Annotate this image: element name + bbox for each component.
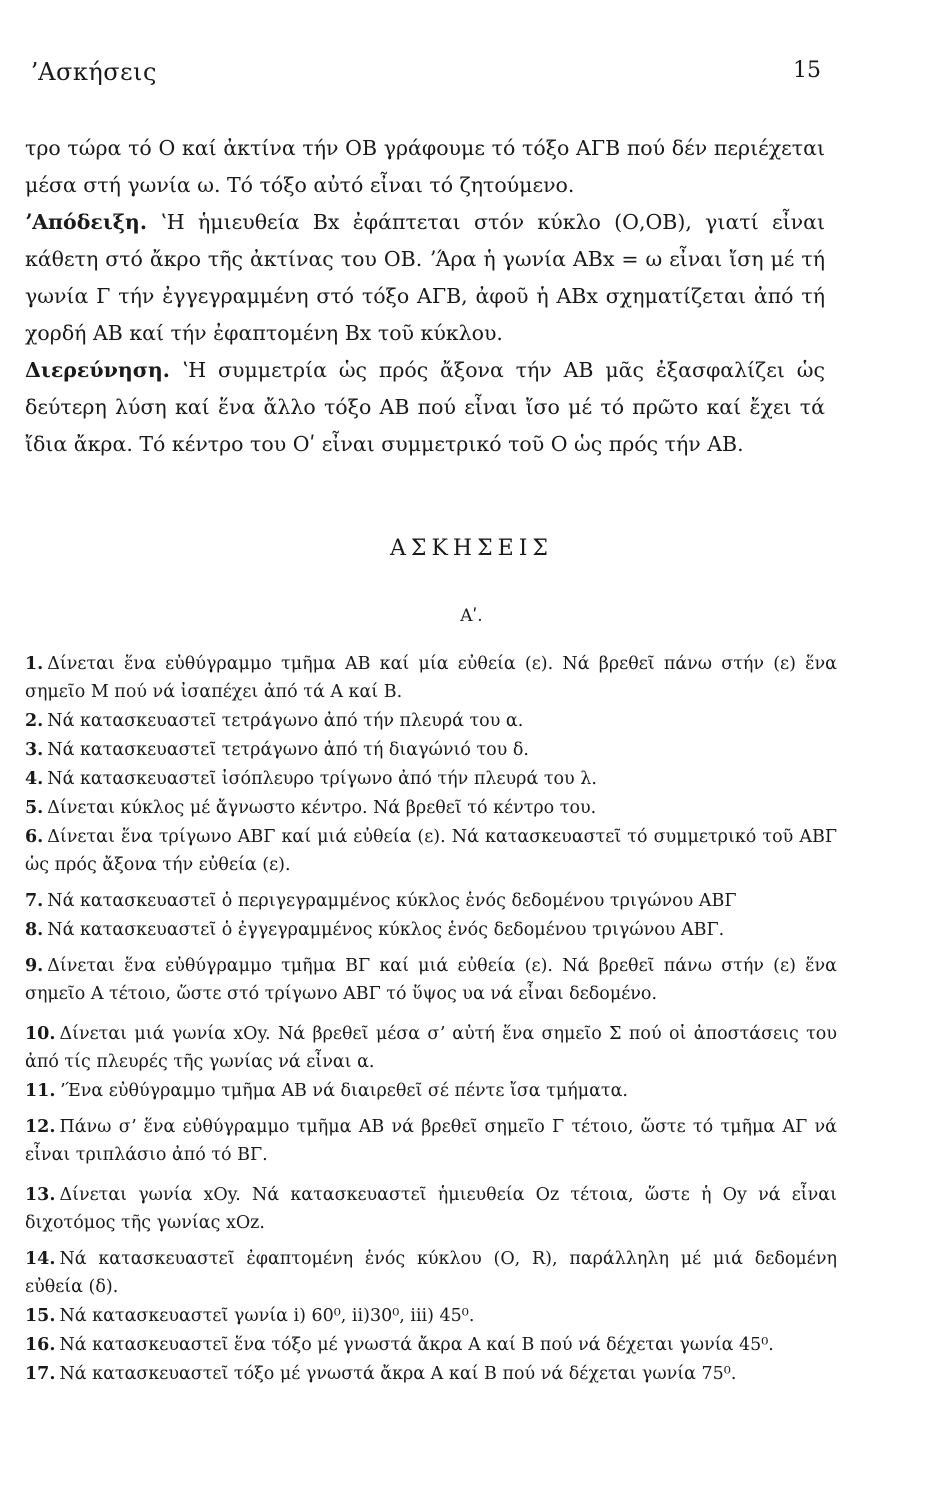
exercise-item	[25, 650, 837, 706]
exercise-number: 1.	[25, 654, 44, 674]
exercise-item	[25, 916, 837, 944]
exercise-list	[25, 650, 837, 1388]
exercise-text: Δίνεται ἕνα εὐθύγραμμο τμῆμα ΒΓ καί μιά εὐθεία (ε). Νά βρεθεῖ πάνω στήν (ε) ἕνα σημεῖο Α τέτοιο, ὥστε στό τρίγωνο ΑΒΓ τό ὕψος υα νά εἶναι δεδομένο.	[25, 956, 837, 1004]
exercise-number: 16.	[25, 1335, 56, 1355]
exercise-text: Νά κατασκευαστεῖ τετράγωνο ἀπό τήν πλευρά του α.	[47, 711, 524, 731]
exercise-text: Νά κατασκευαστεῖ ἕνα τόξο μέ γνωστά ἄκρα Α καί Β πού νά δέχεται γωνία 45⁰.	[59, 1335, 774, 1355]
exercise-number: 7.	[25, 891, 44, 911]
exercise-text: Νά κατασκευαστεῖ ἰσόπλευρο τρίγωνο ἀπό τήν πλευρά του λ.	[47, 769, 597, 789]
exercise-number: 10.	[25, 1024, 56, 1044]
exercise-number: 12.	[25, 1117, 56, 1137]
exercise-text: Νά κατασκευαστεῖ ἐφαπτομένη ἑνός κύκλου (Ο, R), παράλληλη μέ μιά δεδομένη εὐθεία (δ).	[25, 1249, 837, 1297]
subsection-label: Αʹ.	[460, 606, 483, 626]
exercise-text: Νά κατασκευαστεῖ ὁ περιγεγραμμένος κύκλος ἑνός δεδομένου τριγώνου ΑΒΓ	[47, 891, 737, 911]
exercise-number: 14.	[25, 1249, 56, 1269]
exercise-text: Δίνεται γωνία xOy. Νά κατασκευαστεῖ ἡμιευθεία Oz τέτοια, ὥστε ἡ Oy νά εἶναι διχοτόμος τῆς γωνίας xOz.	[25, 1185, 837, 1233]
exercise-number: 11.	[25, 1081, 56, 1101]
exercise-item	[25, 952, 837, 1008]
exercise-text: Νά κατασκευαστεῖ γωνία i) 60⁰, ii)30⁰, iii) 45⁰.	[59, 1306, 475, 1326]
exercise-item	[25, 1113, 837, 1169]
intro-text	[25, 130, 825, 463]
exercise-item	[25, 887, 837, 915]
exercise-item	[25, 823, 837, 879]
discussion-paragraph	[25, 352, 825, 463]
exercise-text: Δίνεται μιά γωνία xOy. Νά βρεθεῖ μέσα σʼ αὐτή ἕνα σημεῖο Σ πού οἱ ἀποστάσεις του ἀπό τίς πλευρές τῆς γωνίας νά εἶναι α.	[25, 1024, 837, 1072]
section-title: ΑΣΚΗΣΕΙΣ	[390, 536, 553, 561]
proof-label: ʼΑπόδειξη.	[25, 210, 147, 234]
exercise-number: 5.	[25, 798, 44, 818]
exercise-text: Νά κατασκευαστεῖ ὁ ἐγγεγραμμένος κύκλος ἑνός δεδομένου τριγώνου ΑΒΓ.	[47, 920, 725, 940]
exercise-text: Νά κατασκευαστεῖ τόξο μέ γνωστά ἄκρα Α καί Β πού νά δέχεται γωνία 75⁰.	[59, 1364, 737, 1384]
exercise-item	[25, 1360, 837, 1388]
exercise-item	[25, 1077, 837, 1105]
discussion-text: ʽΗ συμμετρία ὡς πρός ἄξονα τήν ΑΒ μᾶς ἐξασφαλίζει ὡς δεύτερη λύση καί ἕνα ἄλλο τόξο ΑΒ πού εἶναι ἴσο μέ τό πρῶτο καί ἔχει τά ἴδια ἄκρα. Τό κέντρο του Οʹ εἶναι συμμετρικό τοῦ Ο ὡς πρός τήν ΑΒ.	[25, 358, 825, 456]
exercise-item	[25, 1331, 837, 1359]
exercise-number: 17.	[25, 1364, 56, 1384]
exercise-number: 6.	[25, 827, 44, 847]
exercise-text: Νά κατασκευαστεῖ τετράγωνο ἀπό τή διαγώνιό του δ.	[47, 740, 529, 760]
exercise-number: 8.	[25, 920, 44, 940]
exercise-number: 3.	[25, 740, 44, 760]
exercise-item	[25, 794, 837, 822]
exercise-item	[25, 1181, 837, 1237]
exercise-number: 13.	[25, 1185, 56, 1205]
proof-text: ʽΗ ἡμιευθεία Βx ἐφάπτεται στόν κύκλο (Ο,ΟΒ), γιατί εἶναι κάθετη στό ἄκρο τῆς ἀκτίνας του ΟΒ. ʼΆρα ἡ γωνία ΑΒx = ω εἶναι ἴση μέ τή γωνία Γ τήν ἐγγεγραμμένη στό τόξο ΑΓΒ, ἀφοῦ ἡ ΑΒx σχηματίζεται ἀπό τή χορδή ΑΒ καί τήν ἐφαπτομένη Βx τοῦ κύκλου.	[25, 210, 825, 345]
exercise-item	[25, 1302, 837, 1330]
running-head: ʼΑσκήσεις	[30, 58, 157, 86]
intro-paragraph: τρο τώρα τό Ο καί ἀκτίνα τήν ΟΒ γράφουμε τό τόξο ΑΓΒ πού δέν περιέχεται μέσα στή γωνία ω. Τό τόξο αὐτό εἶναι τό ζητούμενο.	[25, 136, 825, 197]
proof-paragraph	[25, 204, 825, 352]
page-number: 15	[793, 58, 821, 83]
exercise-text: ʼΈνα εὐθύγραμμο τμῆμα ΑΒ νά διαιρεθεῖ σέ πέντε ἴσα τμήματα.	[59, 1081, 628, 1101]
exercise-number: 2.	[25, 711, 44, 731]
exercise-item	[25, 1245, 837, 1301]
exercise-item	[25, 736, 837, 764]
exercise-number: 15.	[25, 1306, 56, 1326]
exercise-number: 4.	[25, 769, 44, 789]
exercise-item	[25, 707, 837, 735]
exercise-text: Δίνεται ἕνα εὐθύγραμμο τμῆμα ΑΒ καί μία εὐθεία (ε). Νά βρεθεῖ πάνω στήν (ε) ἕνα σημεῖο Μ πού νά ἰσαπέχει ἀπό τά Α καί Β.	[25, 654, 837, 702]
exercise-item	[25, 765, 837, 793]
exercise-text: Πάνω σʼ ἕνα εὐθύγραμμο τμῆμα ΑΒ νά βρεθεῖ σημεῖο Γ τέτοιο, ὥστε τό τμῆμα ΑΓ νά εἶναι τριπλάσιο ἀπό τό ΒΓ.	[25, 1117, 837, 1165]
exercise-text: Δίνεται κύκλος μέ ἄγνωστο κέντρο. Νά βρεθεῖ τό κέντρο του.	[47, 798, 597, 818]
exercise-number: 9.	[25, 956, 44, 976]
exercise-item	[25, 1020, 837, 1076]
discussion-label: Διερεύνηση.	[25, 358, 170, 382]
exercise-text: Δίνεται ἕνα τρίγωνο ΑΒΓ καί μιά εὐθεία (ε). Νά κατασκευαστεῖ τό συμμετρικό τοῦ ΑΒΓ ὡς πρός ἄξονα τήν εὐθεία (ε).	[25, 827, 837, 875]
